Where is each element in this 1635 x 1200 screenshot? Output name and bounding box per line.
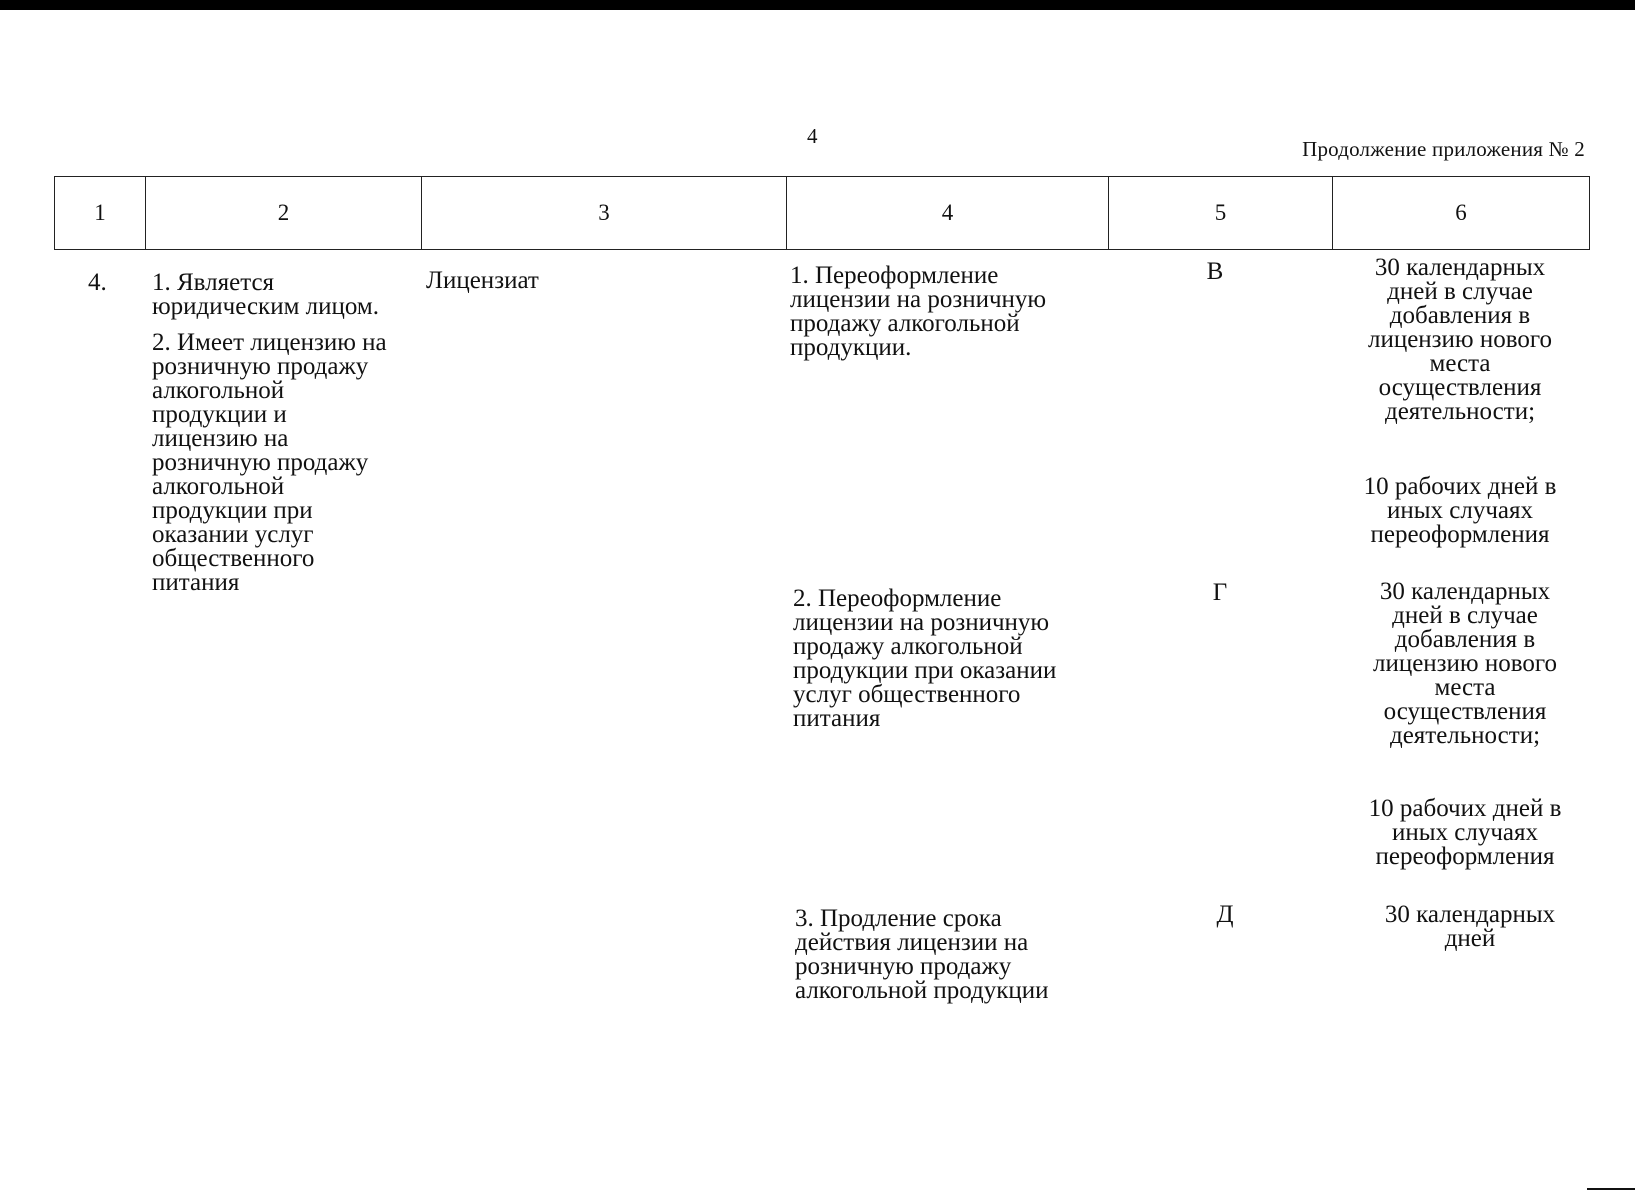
action-1-code: В [1206,258,1224,285]
action-3-term-1: 30 календарных дней [1384,901,1556,952]
column-header-4: 4 [787,177,1109,250]
header-row [55,177,1590,250]
row-number: 4. [88,269,107,296]
column-header-1: 1 [55,177,146,250]
action-2-term-1: 30 календарных дней в случае добавления в лицензию нового места осуществления деятельности; [1372,578,1558,749]
action-3-code: Д [1216,901,1234,928]
applicant: Лицензиат [426,267,539,294]
scan-edge-mark [1587,1188,1635,1190]
action-2-term-2: 10 рабочих дней в иных случаях переоформления [1368,795,1562,870]
action-2-text: 2. Переоформление лицензии на розничную продажу алкогольной продукции при оказании услуг общественного питания [793,585,1057,732]
condition-1: 1. Является юридическим лицом. [152,269,379,320]
column-header-6: 6 [1333,177,1590,250]
action-3-text: 3. Продление срока действия лицензии на розничную продажу алкогольной продукции [795,905,1049,1004]
column-header-3: 3 [422,177,787,250]
action-1-text: 1. Переоформление лицензии на розничную продажу алкогольной продукции. [790,262,1047,361]
column-header-5: 5 [1109,177,1333,250]
appendix-continuation-note: Продолжение приложения № 2 [1302,137,1585,161]
scan-top-border [0,0,1635,10]
condition-2: 2. Имеет лицензию на розничную продажу алкогольной продукции и лицензию на розничную продажу алкогольной продукции при оказании услуг общественного питания [152,329,387,596]
column-header-2: 2 [146,177,422,250]
action-1-term-2: 10 рабочих дней в иных случаях переоформления [1363,473,1557,548]
column-number-header [54,176,1590,250]
action-2-code: Г [1212,579,1228,606]
page-number: 4 [807,124,818,148]
action-1-term-1: 30 календарных дней в случае добавления в лицензию нового места осуществления деятельности; [1367,254,1553,425]
